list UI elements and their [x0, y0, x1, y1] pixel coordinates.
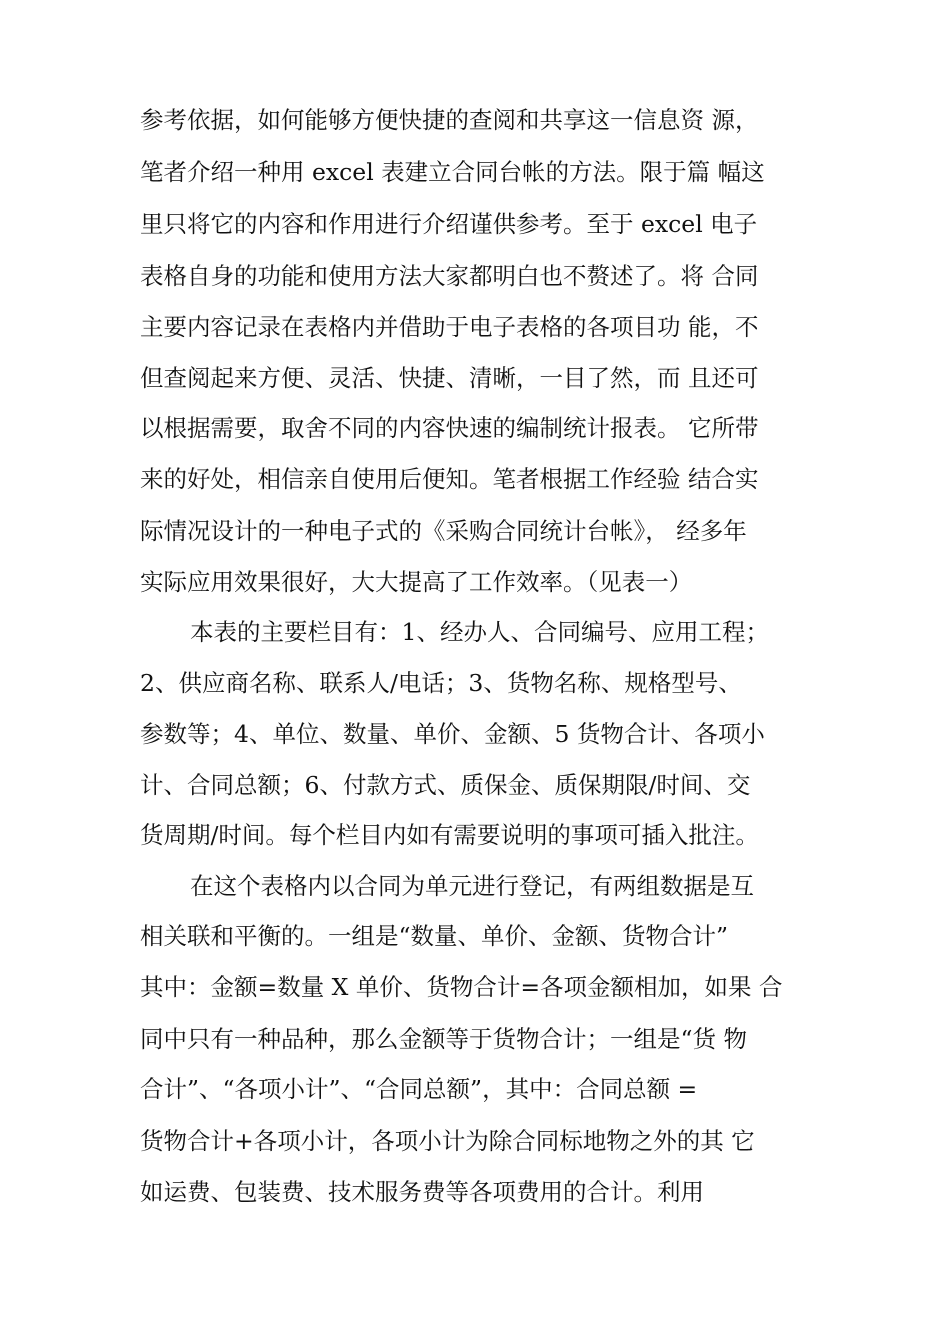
text-line: 笔者介绍一种用 excel 表建立合同台帐的方法。限于篇 幅这: [140, 158, 765, 186]
text-line: 但查阅起来方便、灵活、快捷、清晰，一目了然，而 且还可: [140, 364, 759, 392]
text-line: 以根据需要，取舍不同的内容快速的编制统计报表。 它所带: [140, 414, 759, 442]
text-line: 里只将它的内容和作用进行介绍谨供参考。至于 excel 电子: [140, 210, 758, 238]
text-line: 本表的主要栏目有：1、经办人、合同编号、应用工程；: [190, 618, 769, 646]
text-line: 实际应用效果很好，大大提高了工作效率。（见表一）: [140, 568, 693, 596]
text-line: 2、供应商名称、联系人/电话；3、货物名称、规格型号、: [140, 669, 742, 697]
text-line: 同中只有一种品种，那么金额等于货物合计；一组是“货 物: [140, 1025, 747, 1053]
text-line: 合计”、“各项小计”、“合同总额”，其中：合同总额 =: [140, 1075, 698, 1103]
text-line: 货物合计+各项小计，各项小计为除合同标地物之外的其 它: [140, 1127, 755, 1155]
text-line: 来的好处，相信亲自使用后便知。笔者根据工作经验 结合实: [140, 465, 759, 493]
text-line: 主要内容记录在表格内并借助于电子表格的各项目功 能，不: [140, 313, 759, 341]
text-line: 表格自身的功能和使用方法大家都明白也不赘述了。将 合同: [140, 262, 759, 290]
text-line: 际情况设计的一种电子式的《采购合同统计台帐》， 经多年: [140, 517, 747, 545]
text-line: 计、合同总额；6、付款方式、质保金、质保期限/时间、交: [140, 771, 751, 799]
text-line: 参数等；4、单位、数量、单价、金额、5 货物合计、各项小: [140, 720, 765, 748]
text-line: 在这个表格内以合同为单元进行登记，有两组数据是互: [190, 872, 754, 900]
text-line: 参考依据，如何能够方便快捷的查阅和共享这一信息资 源，: [140, 106, 759, 134]
text-line: 相关联和平衡的。一组是“数量、单价、金额、货物合计”: [140, 922, 729, 950]
text-line: 如运费、包装费、技术服务费等各项费用的合计。利用: [140, 1178, 704, 1206]
text-line: 货周期/时间。每个栏目内如有需要说明的事项可插入批注。: [140, 821, 759, 849]
text-line: 其中：金额=数量 X 单价、货物合计=各项金额相加，如果 合: [140, 973, 783, 1001]
